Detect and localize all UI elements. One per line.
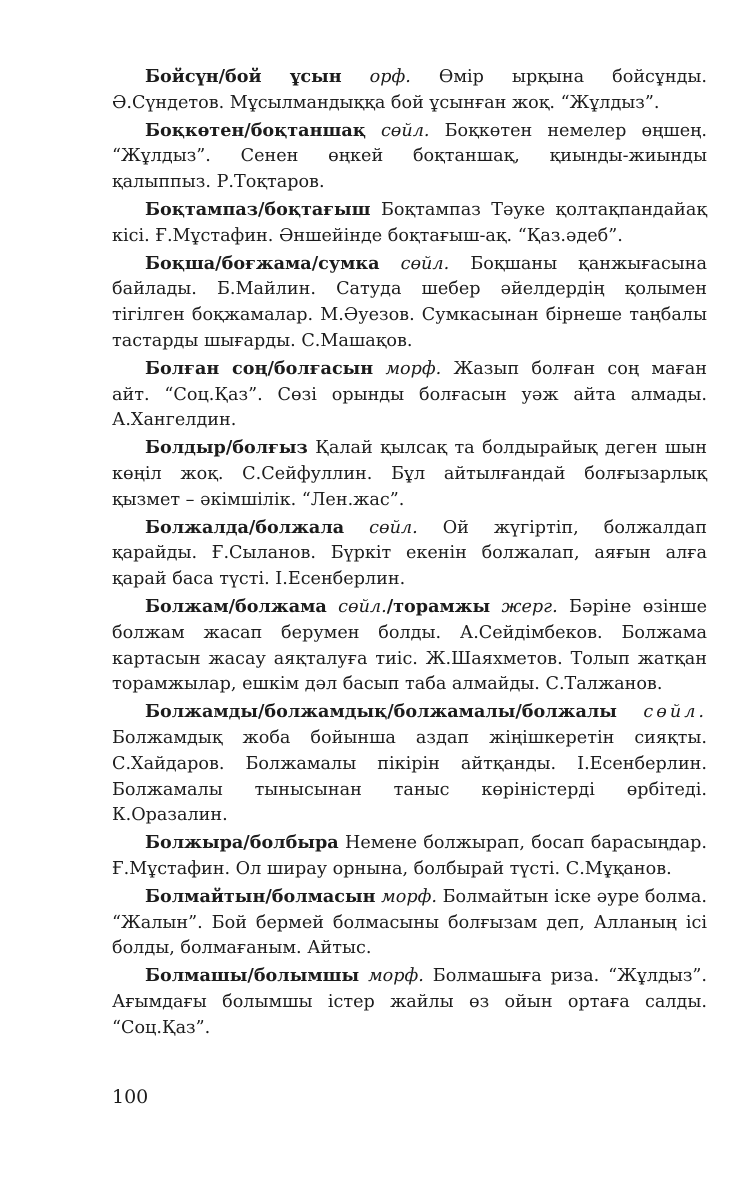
dictionary-entry <box>112 515 707 593</box>
entry-example-text: Бәріне өзінше болжам жасап берумен болды. А.Сейдімбеков. Болжама картасын жасау аяқталуға тиіс. Ж.Шаяхметов. Толып жатқан торамжылар, ешкім дәл басып таба алмайды. С.Талжанов. <box>112 596 708 695</box>
dictionary-entry <box>112 435 707 513</box>
entry-headword: Болмайтын/болмасын <box>145 885 376 907</box>
entry-usage-label: сөйл. <box>400 253 450 274</box>
entry-example-text: Қалай қылсақ та болдырайық деген шын көңіл жоқ. С.Сейфуллин. Бұл айтылғандай болғызарлық қызмет – әкімшілік. “Лен.жас”. <box>112 438 707 510</box>
entry-headword-variant: /торамжы <box>386 595 491 617</box>
dictionary-entry <box>112 356 707 434</box>
entry-example-text: Болмашыға риза. “Жұлдыз”. Ағымдағы болымшы істер жайлы өз ойын ортаға салды. “Соц.Қаз”. <box>112 966 708 1038</box>
page-number: 100 <box>112 1086 149 1108</box>
entry-usage-label: орф. <box>369 67 411 87</box>
entry-headword: Болмашы/болымшы <box>145 965 360 987</box>
entry-headword: Боқша/боғжама/сумка <box>145 252 380 274</box>
entry-usage-label: сөйл. <box>643 702 707 723</box>
entry-example-text: Болмайтын іске әуре болма. “Жалын”. Бой бермей болмасыны болғызам деп, Алланың ісі болды, болмағаным. Айтыс. <box>112 886 707 959</box>
dictionary-entry <box>112 884 707 962</box>
entry-usage-label: морф. <box>381 886 437 907</box>
entry-example-text: Өмір ырқына бойсұнды. Ә.Сүндетов. Мұсылмандыққа бой ұсынған жоқ. “Жұлдыз”. <box>112 67 708 113</box>
dictionary-entry <box>112 197 707 250</box>
dictionary-entry <box>112 594 707 698</box>
entry-example-text: Немене болжырап, босап барасыңдар. Ғ.Мұстафин. Ол ширау орнына, болбырай түсті. С.Мұқанов. <box>112 833 708 879</box>
entry-usage-label: морф. <box>385 358 442 379</box>
dictionary-entry <box>112 118 707 196</box>
entry-example-text: Болжамдық жоба бойынша аздап жіңішкеретін сияқты. С.Хайдаров. Болжамалы пікірін айтқанды. І.Есенберлин. Болжамалы тынысынан таныс көріністерді өрбітеді. К.Оразалин. <box>112 727 707 826</box>
entry-usage-label: сөйл. <box>380 120 430 141</box>
entry-example-text: Ой жүгіртіп, болжалдап қарайды. Ғ.Сыланов. Бүркіт екенін болжалап, аяғын алға қарай баса түсті. І.Есенберлин. <box>112 517 707 590</box>
entry-headword: Боқтампаз/боқтағыш <box>145 198 371 220</box>
dictionary-entry <box>112 251 707 355</box>
dictionary-entry <box>112 64 707 117</box>
entry-headword: Болжам/болжама <box>145 595 327 617</box>
entry-usage-label: сөйл. <box>369 517 418 538</box>
dictionary-entry <box>112 963 707 1041</box>
dictionary-page-body <box>112 64 707 1042</box>
entry-headword: Болжалда/болжала <box>145 516 345 538</box>
entry-example-text: Жазып болған соң маған айт. “Соц.Қаз”. Сөзі орынды болғасын уәж айта алмады. А.Хангелдин. <box>112 358 708 431</box>
entry-example-text: Боқкөтен немелер өңшең. “Жұлдыз”. Сенен өңкей боқтаншақ, қиынды-жиынды қалыппыз. Р.Тоқтаров. <box>112 120 708 193</box>
entry-usage-label: морф. <box>368 966 424 987</box>
dictionary-entry <box>112 699 707 829</box>
entry-example-text: Боқшаны қанжығасына байлады. Б.Майлин. Сатуда шебер әйелдердің қолымен тігілген боқжамалар. М.Әуезов. Сумкасынан бірнеше таңбалы тастарды шығарды. С.Машақов. <box>112 253 708 351</box>
entry-headword: Бойсүн/бой ұсын <box>145 66 342 87</box>
entry-usage-label-variant: жерг. <box>501 596 558 617</box>
entry-headword: Боқкөтен/боқтаншақ <box>145 119 366 141</box>
entry-example-text: Боқтампаз Тәуке қолтақпандайақ кісі. Ғ.Мұстафин. Әншейінде боқтағыш-ақ. “Қаз.әдеб”. <box>112 199 707 246</box>
dictionary-entry <box>112 830 707 883</box>
entry-headword: Болжыра/болбыра <box>145 832 339 854</box>
entry-usage-label: сөйл. <box>338 596 387 617</box>
entry-headword: Болған соң/болғасын <box>145 357 374 379</box>
entry-headword: Болдыр/болғыз <box>145 437 308 459</box>
entry-headword: Болжамды/болжамдық/болжамалы/болжалы <box>145 701 617 723</box>
